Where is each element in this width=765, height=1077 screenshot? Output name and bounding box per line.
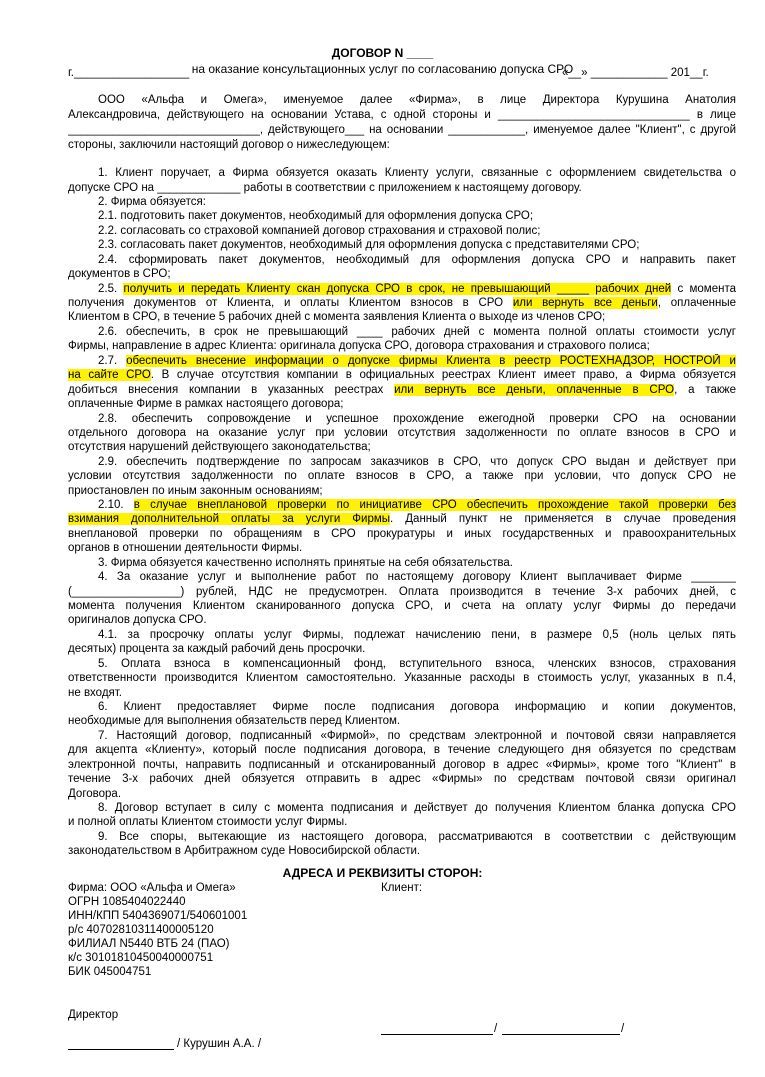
text-segment: получения документов от Клиента, и оплаты Клиентом взносов в СРО xyxy=(68,297,513,309)
text-line xyxy=(68,138,736,152)
highlighted-text: в случае внеплановой проверки по инициативе СРО обеспечить прохождение такой проверки без xyxy=(133,499,736,511)
text-line xyxy=(68,440,736,454)
text-line xyxy=(68,368,736,382)
text-segment: 9. Все споры, вытекающие из настоящего договора, рассматриваются в соответствии с действующим xyxy=(98,831,736,843)
text-segment: приостановлен по иным законным основаниям; xyxy=(68,485,323,497)
text-segment: с момента xyxy=(671,283,736,295)
text-segment: 2.7. xyxy=(98,355,127,367)
text-line xyxy=(68,412,736,426)
text-segment: органов в отношении деятельности Фирмы. xyxy=(68,542,303,554)
text-segment: 7. Настоящий договор, подписанный «Фирмой», по средствам электронной и почтовой связи направляется xyxy=(98,730,736,742)
text-segment: электронной почты, направить подписанный и отсканированный договор в адрес «Фирмы», кроме того "Клиент" в xyxy=(68,759,736,771)
text-line xyxy=(68,123,736,137)
text-line xyxy=(68,815,736,829)
text-line xyxy=(68,325,736,339)
firm-line: Фирма: ООО «Альфа и Омега» xyxy=(68,882,236,894)
text-segment: Александровича, действующего на основании Устава, с одной стороны и ______________________________ в лице xyxy=(68,109,736,121)
director-label: Директор xyxy=(68,1009,119,1021)
text-line xyxy=(68,195,736,209)
firm-line: БИК 045004751 xyxy=(68,966,152,978)
text-segment: . Данный пункт не применяется в случае проведения xyxy=(390,513,736,525)
text-line xyxy=(68,282,736,296)
text-line xyxy=(68,166,736,180)
text-line xyxy=(68,556,736,570)
text-segment: Договора. xyxy=(68,788,122,800)
contract-title: ДОГОВОР N ____ xyxy=(331,46,434,60)
text-line xyxy=(68,108,736,122)
client-signature-line xyxy=(381,1034,493,1035)
client-name-line xyxy=(502,1034,620,1035)
text-line xyxy=(68,339,736,353)
text-line xyxy=(68,613,736,627)
text-line xyxy=(68,498,736,512)
text-segment: 2.3. согласовать пакет документов, необходимый для оформления допуска с представителями СРО; xyxy=(98,239,640,251)
firm-line: ФИЛИАЛ N5440 ВТБ 24 (ПАО) xyxy=(68,938,230,950)
text-segment: 2.5. xyxy=(98,283,124,295)
text-line xyxy=(68,772,736,786)
text-line xyxy=(68,267,736,281)
text-segment: добиться внесения компании в указанных реестрах xyxy=(68,384,395,396)
text-segment: стороны, заключили настоящий договор о нижеследующем: xyxy=(68,139,390,151)
text-segment: Фирмы, направление в адрес Клиента: оригинала допуска СРО, договора страхования и страхового полиса; xyxy=(68,340,650,352)
text-segment: ______________________________, действующего___ на основании ____________, именуемое далее "Клиент", с другой xyxy=(68,124,736,136)
firm-line: ОГРН 1085404022440 xyxy=(68,896,186,908)
text-line xyxy=(68,787,736,801)
text-segment: допуске СРО на _____________ работы в соответствии с приложением к настоящему договору. xyxy=(68,182,582,194)
text-line xyxy=(68,181,736,195)
text-line xyxy=(68,296,736,310)
text-line xyxy=(68,209,736,223)
text-segment: 2.9. обеспечить подтверждение по запросам заказчиков в СРО, что допуск СРО выдан и действует при xyxy=(98,456,736,468)
text-line xyxy=(68,354,736,368)
text-line xyxy=(68,238,736,252)
text-line xyxy=(68,469,736,483)
text-line xyxy=(68,628,736,642)
text-segment: документов в СРО; xyxy=(68,268,171,280)
text-line xyxy=(68,224,736,238)
text-segment: (_________________) рублей, НДС не предусмотрен. Оплата производится в течение 3-х рабочих дней, с xyxy=(68,586,736,598)
text-line xyxy=(68,657,736,671)
text-segment: оригиналов допуска СРО. xyxy=(68,614,207,626)
slash-glyph: / xyxy=(621,1023,625,1035)
text-segment: оплаченные Фирме в рамках настоящего договора; xyxy=(68,398,344,410)
text-line xyxy=(68,93,736,107)
text-segment: . В случае отсутствия компании в официальных реестрах Клиент имеет право, а Фирма обязуется xyxy=(150,369,736,381)
date-field: «__» ____________ 201__г. xyxy=(562,67,709,79)
text-segment: 2.6. обеспечить, в срок не превышающий ____ рабочих дней с момента полной оплаты стоимости услуг xyxy=(98,326,736,338)
text-segment: 2.8. обеспечить сопровождение и успешное прохождение ежегодной проверки СРО на основании xyxy=(98,413,736,425)
slash-glyph: / xyxy=(494,1023,498,1035)
text-line xyxy=(68,844,736,858)
text-segment: 2.2. согласовать со страховой компанией договор страхования и страховой полис; xyxy=(98,225,541,237)
director-signature-line xyxy=(68,1049,174,1050)
text-line xyxy=(68,426,736,440)
text-line xyxy=(68,527,736,541)
firm-line: р/с 40702810311400005120 xyxy=(68,924,214,936)
text-segment: 8. Договор вступает в силу с момента подписания и действует до получения Клиентом бланка допуска СРО xyxy=(98,802,736,814)
text-line xyxy=(68,671,736,685)
text-segment: , а также xyxy=(674,384,736,396)
text-segment: 2.1. подготовить пакет документов, необходимый для оформления допуска СРО; xyxy=(98,210,534,222)
text-segment: отсутствия нарушений действующего законодательства; xyxy=(68,441,371,453)
text-line xyxy=(68,599,736,613)
text-line xyxy=(68,512,736,526)
text-segment: для акцепта «Клиенту», который после подписания договора, в течение следующего дня обязуется по средствам xyxy=(68,744,736,756)
text-segment: не входят. xyxy=(68,687,122,699)
text-segment: ООО «Альфа и Омега», именуемое далее «Фирма», в лице Директора Курушина Анатолия xyxy=(98,94,736,106)
text-line xyxy=(68,729,736,743)
text-segment: ответственности производится Клиентом самостоятельно. Указанные расходы в стоимость услуг, указанных в п.4, xyxy=(68,672,736,684)
text-segment: момента получения Клиентом сканированного допуска СРО, и счета на оплату услуг Фирмы до передачи xyxy=(68,600,736,612)
highlighted-text: или вернуть все деньги, оплаченные в СРО xyxy=(394,384,675,396)
text-segment: 2.10. xyxy=(98,499,134,511)
text-segment: 5. Оплата взноса в компенсационный фонд, вступительного взноса, членских взносов, страхования xyxy=(98,658,736,670)
text-line xyxy=(68,801,736,815)
text-segment: 4.1. за просрочку оплаты услуг Фирмы, подлежат начислению пени, в размере 0,5 (ноль целых пять xyxy=(98,629,736,641)
text-segment: течение 3-х рабочих дней обязуется отправить в адрес «Фирмы» по средствам почтовой связи оригинал xyxy=(68,773,736,785)
requisites-title: АДРЕСА И РЕКВИЗИТЫ СТОРОН: xyxy=(282,866,483,880)
highlighted-text: или вернуть все деньги xyxy=(512,297,658,309)
text-segment: внеплановой проверки по обращениям в СРО прокуратуры и иных государственных и правоохранительных xyxy=(68,528,736,540)
text-segment: законодательством в Арбитражном суде Новосибирской области. xyxy=(68,845,421,857)
text-line xyxy=(68,585,736,599)
text-line xyxy=(68,743,736,757)
text-segment: 2.4. сформировать пакет документов, необходимый для оформления допуска СРО и направить пакет xyxy=(98,254,736,266)
highlighted-text: на сайте СРО xyxy=(68,369,151,381)
text-line xyxy=(68,714,736,728)
text-segment: 3. Фирма обязуется качественно исполнять принятые на себя обязательства. xyxy=(98,557,513,569)
text-line xyxy=(68,830,736,844)
contract-subtitle: на оказание консультационных услуг по согласованию допуска СРО xyxy=(191,62,574,76)
text-line xyxy=(68,570,736,584)
text-line xyxy=(68,541,736,555)
text-line xyxy=(68,642,736,656)
text-line xyxy=(68,310,736,324)
text-line xyxy=(68,484,736,498)
city-field: г.__________________ xyxy=(68,67,190,79)
firm-line: ИНН/КПП 5404369071/540601001 xyxy=(68,910,248,922)
director-signature-name: / Курушин А.А. / xyxy=(177,1038,262,1050)
highlighted-text: обеспечить внесение информации о допуске фирмы Клиента в реестр РОСТЕХНАДЗОР, НОСТРОЙ и xyxy=(126,355,736,367)
text-segment: 4. За оказание услуг и выполнение работ по настоящему договору Клиент выплачивает Фирме _______ xyxy=(98,571,736,583)
firm-line: к/с 30101810450040000751 xyxy=(68,952,214,964)
text-segment: Клиентом в СРО, в течение 5 рабочих дней с момента заявления Клиента о выходе из членов СРО; xyxy=(68,311,606,323)
highlighted-text: взимания дополнительной оплаты за услуги Фирмы xyxy=(68,513,391,525)
text-line xyxy=(68,383,736,397)
text-line xyxy=(68,397,736,411)
text-segment: десятых) процента за каждый рабочий день просрочки. xyxy=(68,643,366,655)
highlighted-text: получить и передать Клиенту скан допуска СРО в срок, не превышающий _____ рабочих дней xyxy=(123,283,672,295)
text-segment: отдельного договора на оказание услуг при условии отсутствия задолженности по оплате взносов в СРО и xyxy=(68,427,736,439)
client-label: Клиент: xyxy=(381,882,423,894)
text-line xyxy=(68,758,736,772)
text-segment: условии отсутствия задолженности по оплате взносов в СРО, а также при условии, что допуск СРО не xyxy=(68,470,736,482)
text-segment: , оплаченные xyxy=(657,297,736,309)
text-line xyxy=(68,455,736,469)
text-line xyxy=(68,700,736,714)
text-segment: 2. Фирма обязуется: xyxy=(98,196,206,208)
text-line xyxy=(68,686,736,700)
text-segment: необходимые для выполнения обязательств перед Клиентом. xyxy=(68,715,401,727)
text-segment: 6. Клиент предоставляет Фирме после подписания договора информацию и копии документов, xyxy=(98,701,736,713)
text-segment: и полной оплаты Клиентом стоимости услуг Фирмы. xyxy=(68,816,348,828)
text-line xyxy=(68,253,736,267)
text-segment: 1. Клиент поручает, а Фирма обязуется оказать Клиенту услуги, связанные с оформлением свидетельства о xyxy=(98,167,736,179)
